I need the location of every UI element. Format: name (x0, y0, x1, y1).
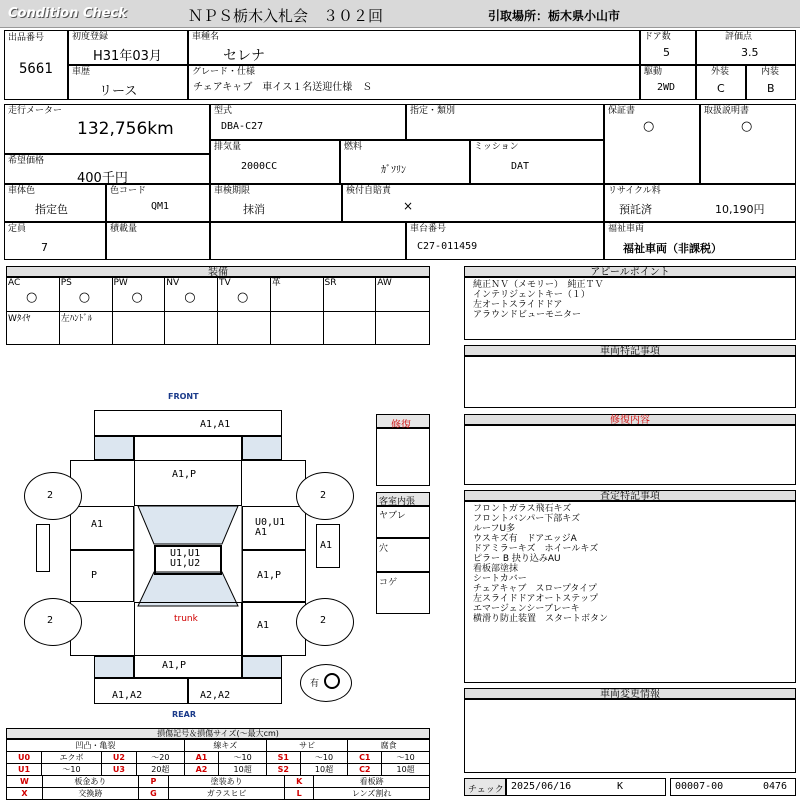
warranty-label: 保証書 (608, 106, 636, 116)
equip-aw: AW (376, 278, 429, 312)
inspection-note: ドアミラーキズ ホイールキズ (473, 544, 599, 554)
doors-label: ドア数 (644, 32, 671, 42)
price-value: 400千円 (77, 171, 128, 186)
drive-label: 駆動 (644, 67, 663, 77)
doors-box (640, 30, 696, 65)
right-rear-mark: A1,P (257, 570, 282, 581)
legend-group: 凹凸・亀裂 (7, 740, 185, 752)
price-box (4, 154, 210, 184)
trunk-lid (134, 602, 242, 678)
front-label: FRONT (168, 392, 199, 401)
first-reg-value: H31年03月 (93, 49, 162, 64)
first-reg-box (68, 30, 188, 65)
cabin-burn-label: コゲ (379, 578, 398, 588)
equip-sr: SR (324, 278, 377, 312)
displacement-box (210, 140, 340, 184)
model-value: DBA-C27 (221, 121, 264, 132)
rear-left-corner (94, 656, 134, 678)
legend-desc: エクボ (42, 752, 102, 764)
legend-desc: 20超 (136, 764, 184, 776)
chassis-box (406, 222, 604, 260)
cabin-tear (376, 506, 430, 538)
repair-box (376, 414, 430, 431)
car-name-label: 車種名 (192, 32, 220, 42)
welfare-label: 福祉車両 (608, 224, 645, 234)
score-label: 評価点 (725, 32, 753, 42)
color-code-box (106, 184, 210, 222)
code-box (670, 778, 796, 796)
exterior-label: 外装 (711, 67, 730, 77)
legend-code: S2 (266, 764, 300, 776)
designation-label: 指定・類別 (410, 106, 456, 116)
legend-code: L (285, 788, 314, 800)
inspection-note: フロントガラス飛石キズ (473, 504, 572, 514)
mileage-box (4, 104, 210, 154)
history-box (68, 65, 188, 100)
check-date-box (506, 778, 666, 796)
spare-tire-icon (324, 673, 340, 689)
cabin-hole (376, 538, 430, 572)
appeal-line: インテリジェントキー（１） (473, 290, 590, 300)
legend-code: U2 (101, 752, 136, 764)
equip-empty-4 (165, 312, 218, 344)
inspection-notes-panel (464, 501, 796, 683)
model-box (210, 104, 406, 140)
trunk-label: trunk (174, 614, 198, 624)
inspection-note: ウスキズ有 ドアエッジA (473, 534, 577, 544)
grade-label: グレード・仕様 (192, 67, 256, 77)
legend-code: C1 (348, 752, 382, 764)
capacity-label: 定員 (8, 224, 27, 234)
tire-rear-right-value: 2 (320, 615, 327, 626)
drive-value: 2WD (657, 82, 676, 93)
inspection-note: ルーフU多 (473, 524, 516, 534)
hood-mark: A1,P (172, 469, 197, 480)
inspection-box (210, 184, 342, 222)
legend-code: P (138, 776, 168, 788)
equip-empty-8 (376, 312, 429, 344)
equipment-grid (6, 277, 430, 345)
front-right-corner (242, 436, 282, 460)
equip-nv: NV ○ (165, 278, 218, 312)
insurance-value: × (403, 199, 414, 213)
front-bumper-mark: A1,A1 (200, 419, 231, 430)
left-front-mark: A1 (91, 519, 104, 530)
fuel-value: ｶﾞｿﾘﾝ (381, 165, 406, 176)
color-code-label: 色コード (110, 186, 147, 196)
legend-desc: ～20 (136, 752, 184, 764)
tire-front-left-value: 2 (47, 490, 54, 501)
lot-box (4, 30, 68, 100)
manual-label: 取扱説明書 (704, 106, 750, 116)
lot-number: 5661 (19, 61, 53, 77)
insurance-label: 検付自賠責 (346, 186, 392, 196)
designation-box (406, 104, 604, 140)
legend-desc: ～10 (219, 752, 267, 764)
check-date: 2025/06/16 (511, 781, 572, 792)
inspection-note: フロントバンパー下部キズ (473, 514, 581, 524)
drive-box (640, 65, 696, 100)
welfare-box (604, 222, 796, 260)
interior-value: B (767, 82, 775, 95)
model-label: 型式 (214, 106, 233, 116)
inspection-note: エマージェンシーブレーキ (473, 604, 580, 614)
manual-box (700, 104, 796, 184)
score-box (696, 30, 796, 65)
history-value: リース (99, 84, 138, 99)
manual-value: ○ (741, 119, 753, 134)
load-box (106, 222, 210, 260)
roof-mark: U1,U1 U1,U2 (170, 548, 201, 569)
legend-desc: ガラスヒビ (168, 788, 284, 800)
equip-leather: 革 (271, 278, 324, 312)
doors-value: 5 (663, 46, 670, 59)
mission-value: DAT (511, 161, 530, 172)
equip-pw: PW ○ (113, 278, 166, 312)
mission-label: ミッション (474, 142, 519, 152)
appeal-panel (464, 277, 796, 340)
equip-empty-6 (271, 312, 324, 344)
inspection-label: 車検期限 (214, 186, 251, 196)
legend-desc: 板金あり (42, 776, 138, 788)
legend-title: 損傷記号＆損傷サイズ(～最大cm) (6, 728, 430, 739)
mileage-label: 走行メーター (8, 106, 63, 116)
inspection-note: チェアキャブ スロープタイプ (473, 584, 597, 594)
inspection-note: シートカバー (473, 574, 527, 584)
cabin-burn (376, 572, 430, 614)
appeal-line: 純正ＮＶ（メモリー） 純正ＴＶ (473, 280, 604, 290)
rear-label: REAR (172, 710, 196, 719)
inspection-note: 看板部塗抹 (473, 564, 519, 574)
history-label: 車歴 (72, 67, 91, 77)
equip-ps: PS ○ (60, 278, 113, 312)
cabin-header (376, 492, 430, 506)
left-mirror (36, 524, 50, 572)
appeal-line: アラウンドビューモニター (473, 310, 582, 320)
legend-desc: 10超 (219, 764, 267, 776)
body-color-box (4, 184, 106, 222)
check-label: チェック (468, 785, 504, 795)
capacity-box (4, 222, 106, 260)
left-rear-door (70, 550, 134, 602)
right-quarter-mark: A1 (257, 620, 270, 631)
repair-detail-header: 修復内容 (464, 414, 796, 425)
legend-desc: レンズ割れ (314, 788, 430, 800)
legend-code: X (7, 788, 43, 800)
equip-left-handle: 左ﾊﾝﾄﾞﾙ (60, 312, 113, 344)
legend-code: W (7, 776, 43, 788)
score-value: 3.5 (741, 46, 759, 59)
recycle-status: 預託済 (619, 203, 652, 216)
warranty-box (604, 104, 700, 184)
grade-value: チェアキャブ 車イス１名送迎仕様 Ｓ (193, 82, 373, 93)
repair-detail-panel (464, 425, 796, 485)
recycle-box (604, 184, 796, 222)
inspection-note: ピラー B 抉り込みAU (473, 554, 561, 564)
mission-box (470, 140, 604, 184)
load-label: 積載量 (110, 224, 138, 234)
tire-rear-left-value: 2 (47, 615, 54, 626)
tire-front-right-value: 2 (320, 490, 327, 501)
rear-right-corner (242, 656, 282, 678)
legend-code: C2 (348, 764, 382, 776)
legend-code: U1 (7, 764, 42, 776)
chassis-value: C27-011459 (417, 241, 478, 252)
inspection-value: 抹消 (243, 203, 265, 216)
spare-tire-label: 有 (310, 679, 320, 689)
legend-table (6, 739, 430, 776)
welfare-value: 福祉車両（非課税） (623, 242, 722, 255)
front-bumper (94, 410, 282, 436)
mileage-value: 132,756km (77, 119, 174, 139)
legend-table-2 (6, 775, 430, 800)
legend-desc: ～10 (300, 752, 348, 764)
displacement-label: 排気量 (214, 142, 242, 152)
repair-label: 修復 (391, 420, 411, 431)
legend-desc: 交換跡 (42, 788, 138, 800)
legend-desc: ～10 (42, 764, 102, 776)
lot-label: 出品番号 (8, 33, 45, 43)
change-info-panel (464, 699, 796, 773)
equip-ac: AC ○ (7, 278, 60, 312)
cabin-hole-label: 穴 (379, 544, 389, 554)
legend-desc: 看板跡 (314, 776, 430, 788)
legend-group: サビ (266, 740, 347, 752)
legend-code: G (138, 788, 168, 800)
legend-code: U0 (7, 752, 42, 764)
exterior-box (696, 65, 746, 100)
fuel-label: 燃料 (344, 142, 363, 152)
chassis-label: 車台番号 (410, 224, 447, 234)
change-info-header: 車両変更情報 (464, 688, 796, 699)
equip-w-tire: Wﾀｲﾔ (7, 312, 60, 344)
interior-box (746, 65, 796, 100)
price-label: 希望価格 (8, 156, 45, 166)
recycle-amount: 10,190円 (715, 203, 765, 216)
grade-box (188, 65, 640, 100)
auction-title: ＮＰＳ栃木入札会 ３０２回 (188, 7, 384, 25)
equip-empty-3 (113, 312, 166, 344)
front-left-corner (94, 436, 134, 460)
legend-desc: 10超 (300, 764, 348, 776)
right-front-mark: U0,U1 A1 (255, 517, 286, 538)
equip-empty-5 (218, 312, 271, 344)
check-label-box (464, 778, 506, 796)
legend-group: 線キズ (184, 740, 266, 752)
appeal-header: アピールポイント (464, 266, 796, 277)
cabin-tear-label: ヤブレ (379, 511, 406, 521)
inspection-note: 左スライドドアオートステップ (473, 594, 599, 604)
insurance-box (342, 184, 604, 222)
body-color-value: 指定色 (35, 203, 68, 216)
pickup-location: 引取場所：栃木県小山市 (488, 9, 621, 23)
repair-area (376, 428, 430, 486)
legend-desc: 塗装あり (168, 776, 284, 788)
displacement-value: 2000CC (241, 161, 278, 172)
legend-code: U3 (101, 764, 136, 776)
legend-group: 腐食 (348, 740, 430, 752)
appeal-line: 左オートスライドドア (473, 300, 563, 310)
legend-code: A2 (184, 764, 219, 776)
checker: K (617, 781, 624, 792)
rear-bumper-right-mark: A2,A2 (200, 690, 231, 701)
first-reg-label: 初度登録 (72, 32, 109, 42)
legend-code: K (285, 776, 314, 788)
car-name-value: セレナ (223, 48, 265, 64)
equip-tv: TV ○ (218, 278, 271, 312)
legend-code: S1 (266, 752, 300, 764)
legend-desc: ～10 (382, 752, 430, 764)
warranty-value: ○ (643, 119, 655, 134)
special-notes-header: 車両特記事項 (464, 345, 796, 356)
chassis-empty-box (210, 222, 406, 260)
inspection-notes-header: 査定特記事項 (464, 490, 796, 501)
equipment-header: 装備 (6, 266, 430, 277)
footer-code: 00007-00 (675, 781, 724, 792)
trunk-lid-mark: A1,P (162, 660, 187, 671)
exterior-value: C (717, 82, 725, 95)
right-mirror-mark: A1 (320, 540, 333, 551)
footer-number: 0476 (763, 781, 788, 792)
capacity-value: 7 (41, 241, 48, 254)
body-color-label: 車体色 (8, 186, 36, 196)
car-name-box (188, 30, 640, 65)
legend-code: A1 (184, 752, 219, 764)
left-rear-mark: P (91, 570, 98, 581)
special-notes-panel (464, 356, 796, 408)
condition-check-title: Condition Check (8, 6, 127, 21)
rear-bumper-left-mark: A1,A2 (112, 690, 143, 701)
interior-label: 内装 (761, 67, 780, 77)
legend-desc: 10超 (382, 764, 430, 776)
fuel-box (340, 140, 470, 184)
inspection-note: 横滑り防止装置 スタートボタン (473, 614, 609, 624)
cabin-title: 客室内張 (379, 497, 416, 507)
equip-empty-7 (324, 312, 377, 344)
recycle-label: リサイクル料 (608, 186, 661, 196)
color-code-value: QM1 (151, 201, 170, 212)
